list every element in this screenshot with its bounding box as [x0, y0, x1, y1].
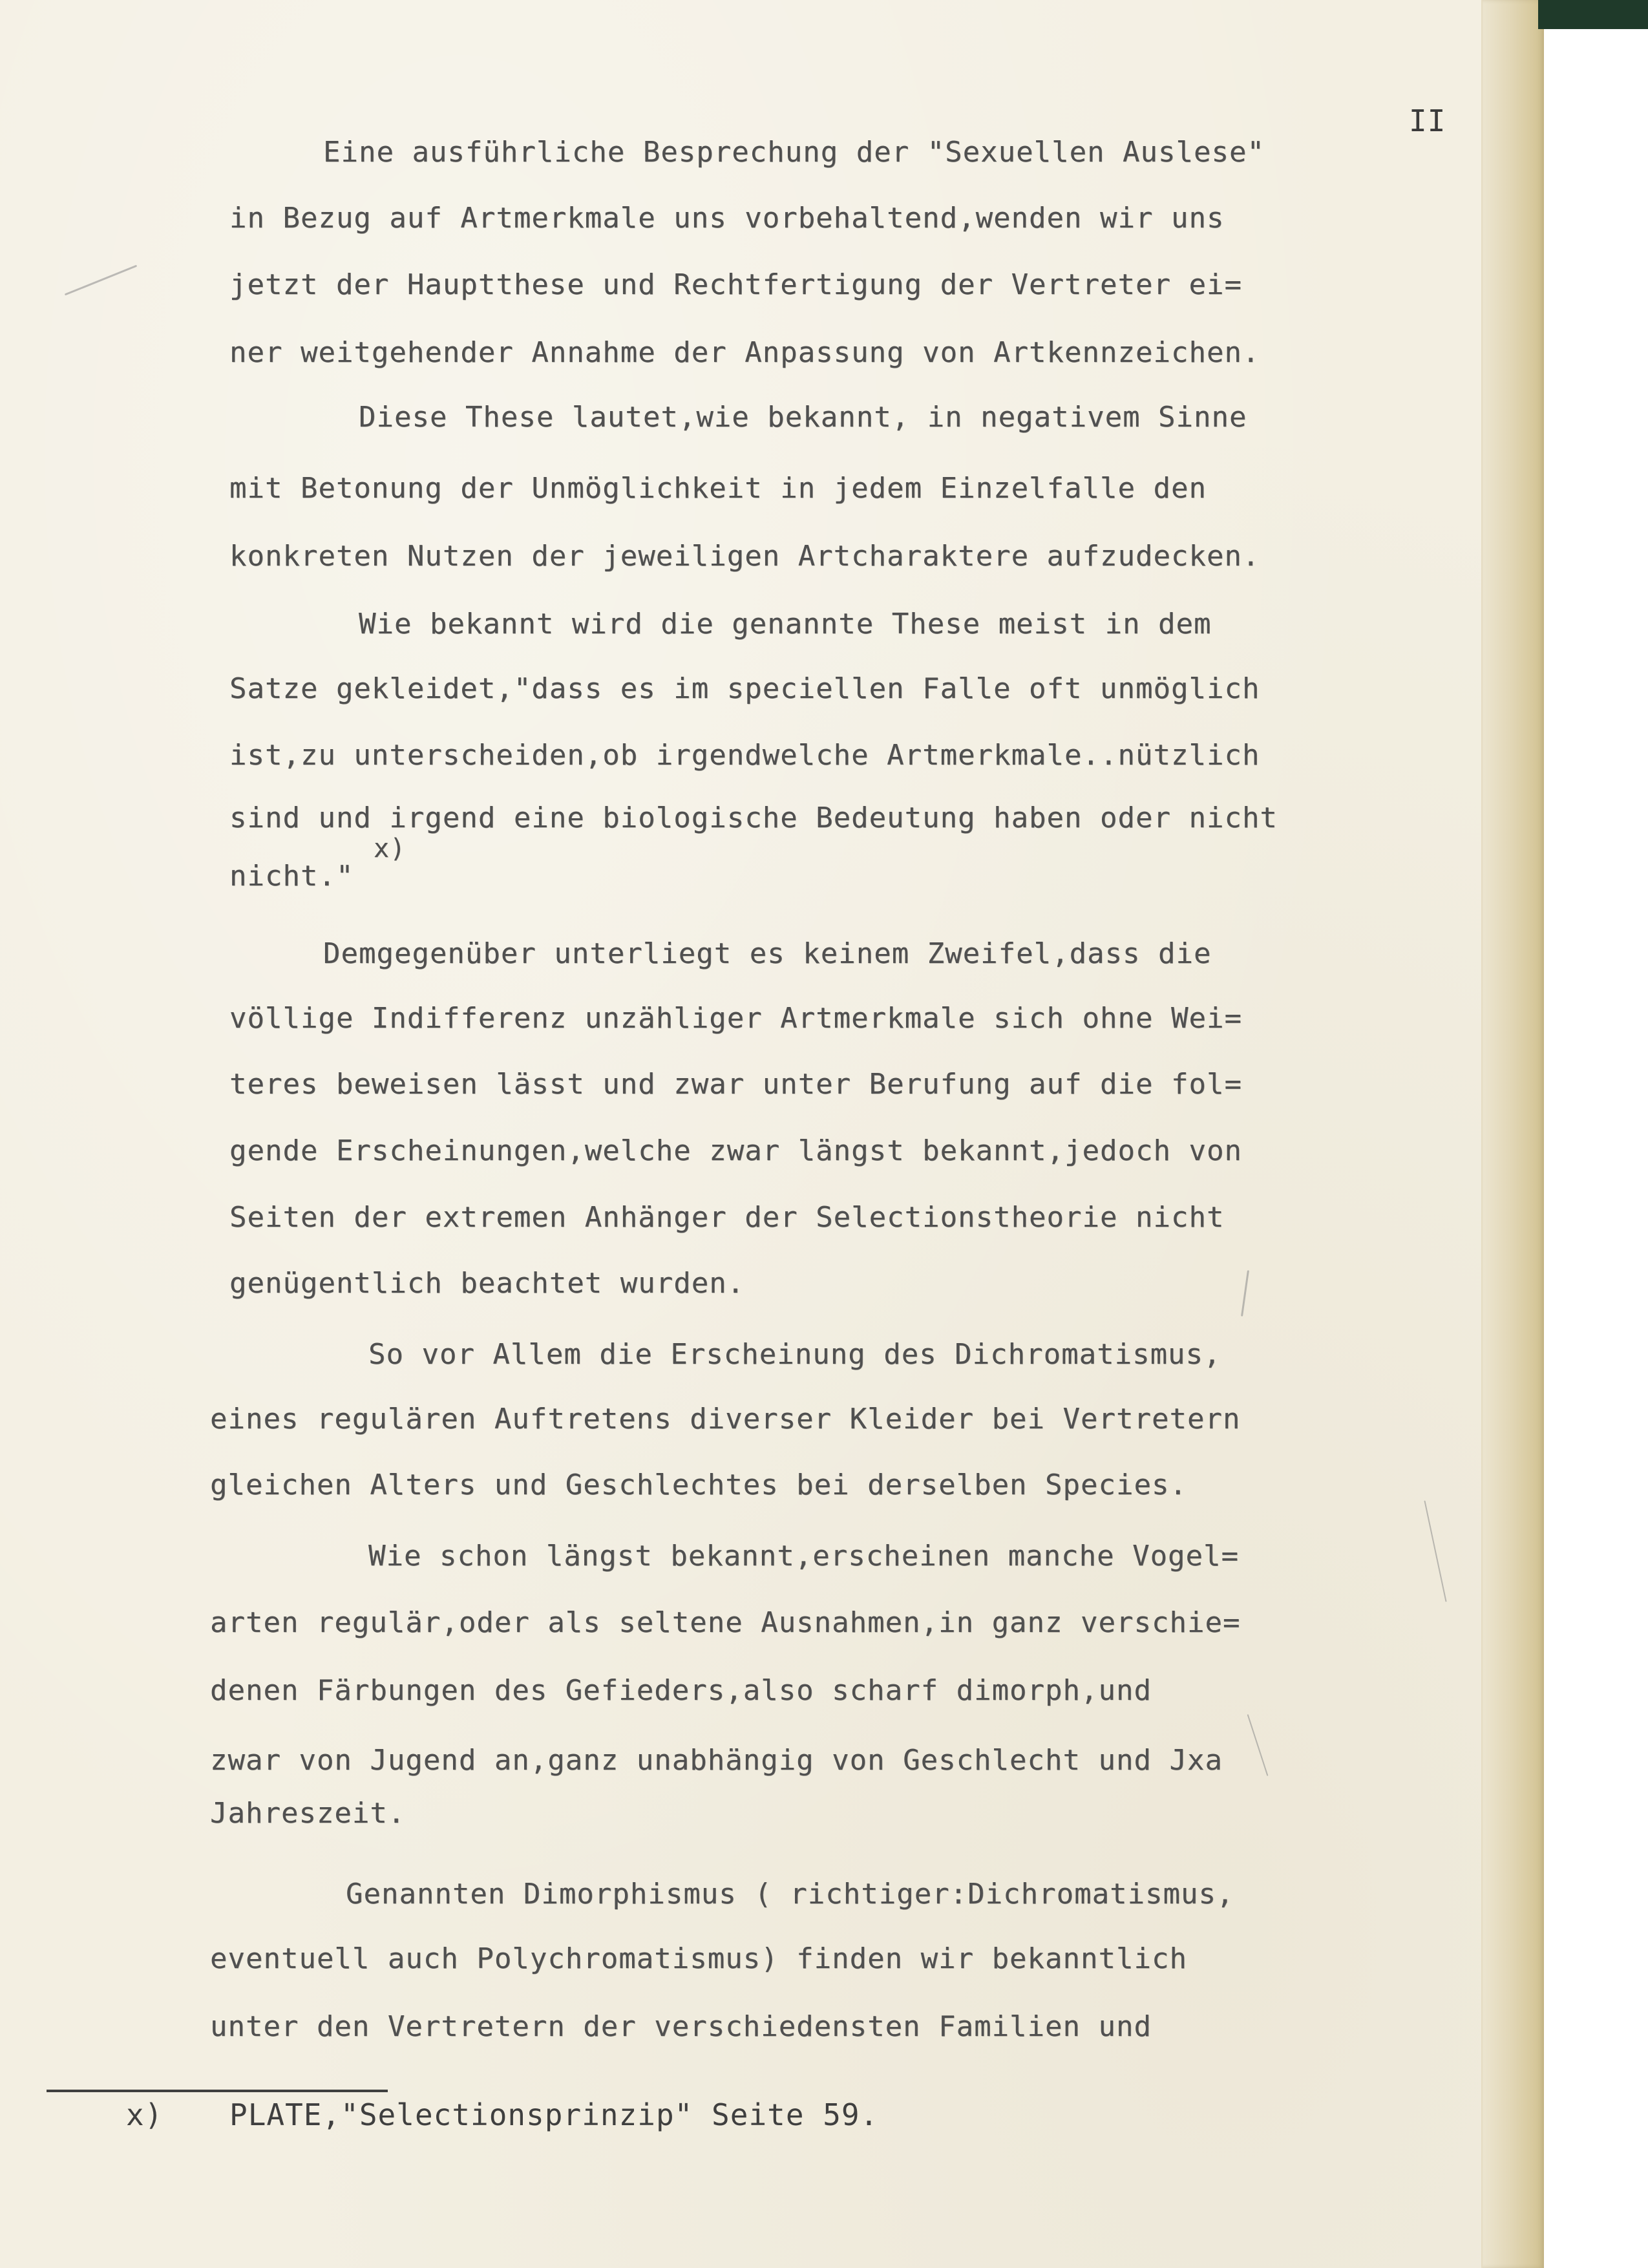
text-line: gleichen Alters und Geschlechtes bei derselben Species.	[210, 1468, 1187, 1501]
footnote-text: PLATE,"Selectionsprinzip" Seite 59.	[229, 2097, 879, 2132]
text-line: mit Betonung der Unmöglichkeit in jedem Einzelfalle den	[229, 472, 1207, 505]
text-line: Demgegenüber unterliegt es keinem Zweifel,dass die	[323, 937, 1212, 970]
text-line: Eine ausführliche Besprechung der "Sexuellen Auslese"	[323, 136, 1265, 169]
text-line: ist,zu unterscheiden,ob irgendwelche Artmerkmale..nützlich	[229, 739, 1260, 772]
text-line: nicht."	[229, 860, 354, 893]
text-line: Diese These lautet,wie bekannt, in negativem Sinne	[359, 401, 1247, 434]
text-line: Wie schon längst bekannt,erscheinen manche Vogel=	[368, 1540, 1240, 1573]
pencil-mark	[1424, 1501, 1446, 1602]
pencil-mark	[65, 265, 137, 296]
text-line: Seiten der extremen Anhänger der Selectionstheorie nicht	[229, 1201, 1225, 1234]
text-line: sind und irgend eine biologische Bedeutung haben oder nicht	[229, 801, 1278, 834]
text-line: zwar von Jugend an,ganz unabhängig von Geschlecht und Jxa	[210, 1744, 1223, 1777]
pencil-mark	[1247, 1714, 1269, 1776]
text-line: So vor Allem die Erscheinung des Dichromatismus,	[368, 1338, 1221, 1371]
text-line: konkreten Nutzen der jeweiligen Artcharaktere aufzudecken.	[229, 540, 1260, 573]
text-line: völlige Indifferenz unzähliger Artmerkmale sich ohne Wei=	[229, 1002, 1242, 1035]
text-line: Genannten Dimorphismus ( richtiger:Dichromatismus,	[346, 1878, 1234, 1911]
text-line: genügentlich beachtet wurden.	[229, 1267, 745, 1300]
text-line: eines regulären Auftretens diverser Kleider bei Vertretern	[210, 1403, 1241, 1436]
text-line: ner weitgehender Annahme der Anpassung von Artkennzeichen.	[229, 336, 1260, 369]
text-line: eventuell auch Polychromatismus) finden wir bekanntlich	[210, 1942, 1187, 1975]
footnote-rule	[47, 2090, 388, 2092]
text-line: unter den Vertretern der verschiedensten Familien und	[210, 2010, 1152, 2043]
text-line: Jahreszeit.	[210, 1797, 406, 1830]
text-line: Wie bekannt wird die genannte These meist in dem	[359, 608, 1212, 641]
background-corner	[1538, 0, 1648, 29]
footnote-reference: x)	[374, 834, 407, 864]
pencil-mark	[1241, 1270, 1249, 1317]
text-line: denen Färbungen des Gefieders,also scharf dimorph,und	[210, 1674, 1152, 1707]
text-line: in Bezug auf Artmerkmale uns vorbehaltend,wenden wir uns	[229, 202, 1225, 235]
footnote-marker: x)	[126, 2097, 164, 2132]
page-number: II	[1409, 103, 1446, 138]
text-line: Satze gekleidet,"dass es im speciellen Falle oft unmöglich	[229, 672, 1260, 705]
text-line: gende Erscheinungen,welche zwar längst bekannt,jedoch von	[229, 1134, 1242, 1167]
text-line: arten regulär,oder als seltene Ausnahmen,in ganz verschie=	[210, 1606, 1241, 1639]
text-line: teres beweisen lässt und zwar unter Berufung auf die fol=	[229, 1068, 1242, 1101]
text-line: jetzt der Hauptthese und Rechtfertigung der Vertreter ei=	[229, 268, 1242, 301]
